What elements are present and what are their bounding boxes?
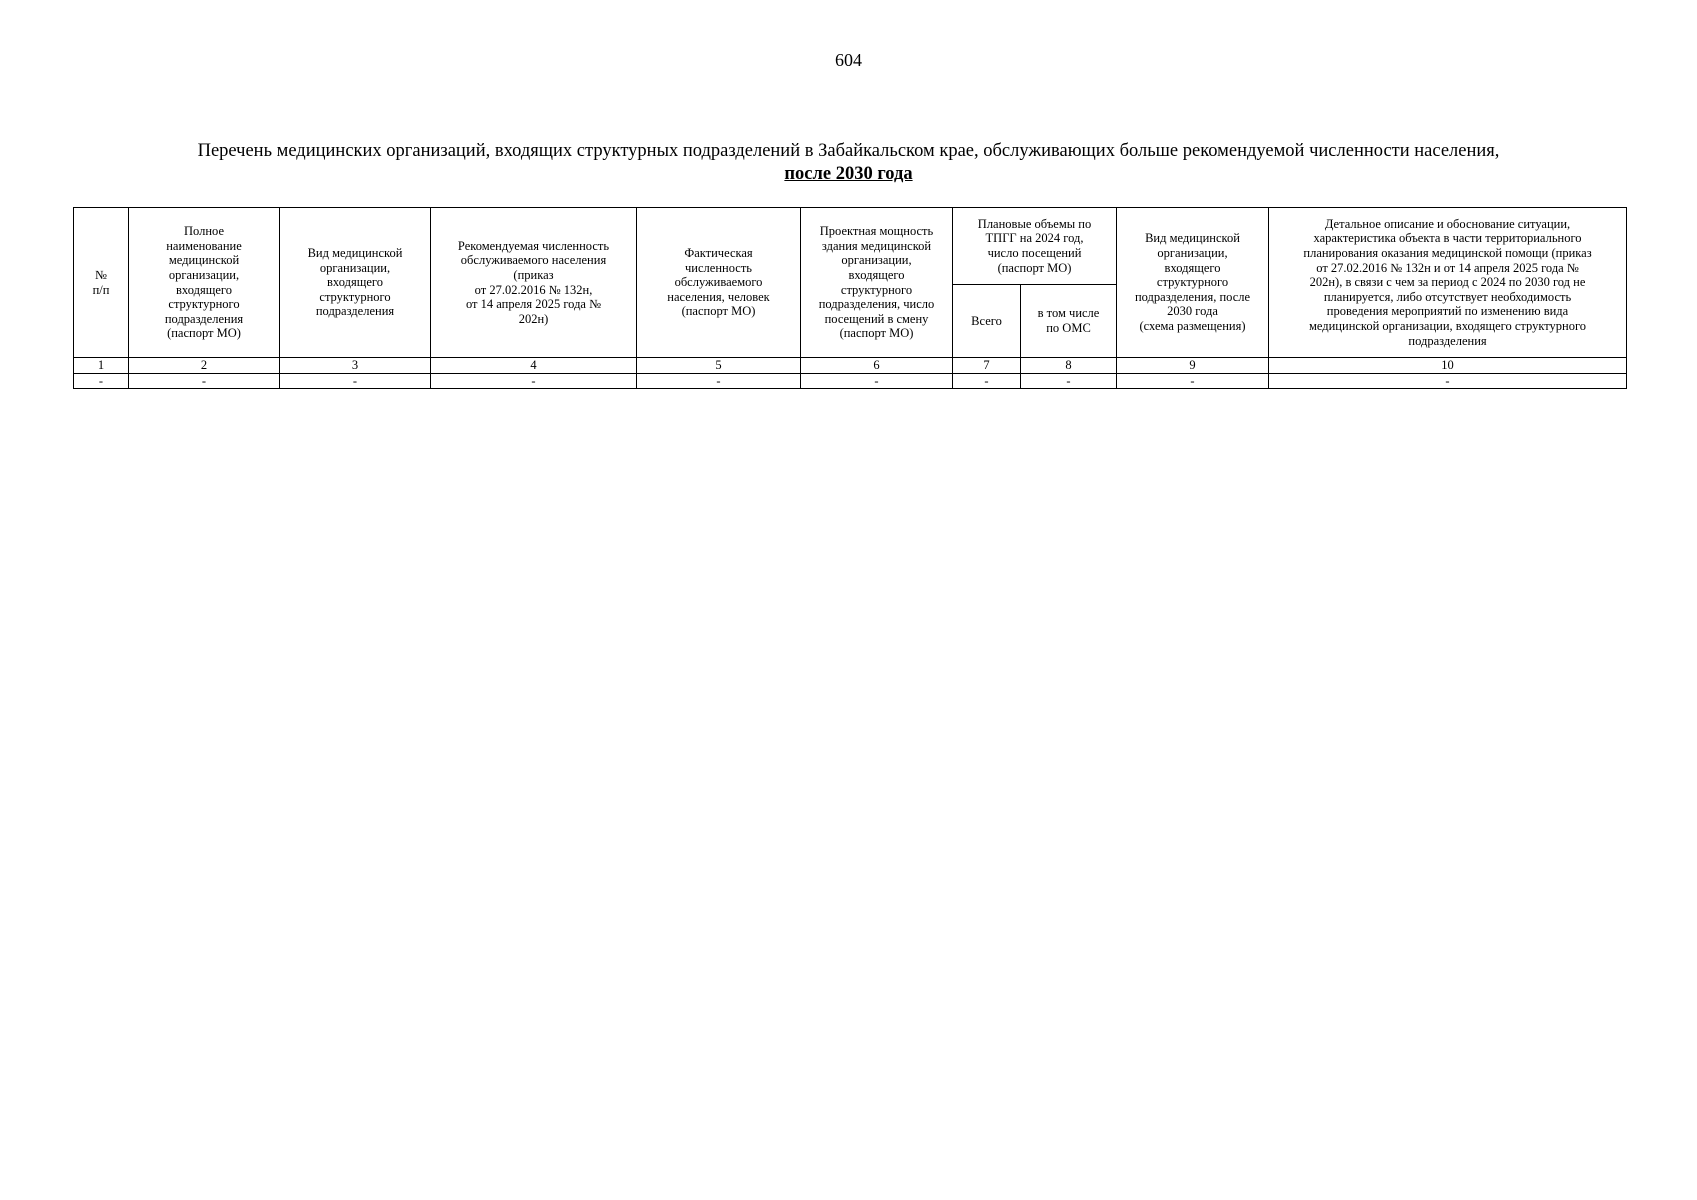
document-title-line: Перечень медицинских организаций, входящих структурных подразделений в Забайкальском крае, обслуживающих больше рекомендуемой численности населения, (197, 141, 1500, 161)
table-cell: - (280, 373, 431, 389)
table-cell: - (1117, 373, 1269, 389)
header-actual-population: Фактическая численность обслуживаемого населения, человек (паспорт МО) (637, 208, 801, 358)
table-cell: - (1021, 373, 1117, 389)
organizations-table (73, 207, 1627, 389)
header-design-capacity: Проектная мощность здания медицинской организации, входящего структурного подразделения, число посещений в смену (паспорт МО) (801, 208, 953, 358)
header-recommended-population: Рекомендуемая численность обслуживаемого населения (приказ от 27.02.2016 № 132н, от 14 апреля 2025 года № 202н) (431, 208, 637, 358)
page-number: 604 (835, 50, 862, 70)
column-number: 4 (431, 358, 637, 374)
header-type-after-2030: Вид медицинской организации, входящего структурного подразделения, после 2030 года (схема размещения) (1117, 208, 1269, 358)
column-number: 3 (280, 358, 431, 374)
column-number: 5 (637, 358, 801, 374)
header-number: № п/п (74, 208, 129, 358)
document-title (60, 140, 1637, 186)
column-number: 9 (1117, 358, 1269, 374)
table-cell: - (1269, 373, 1627, 389)
table-cell: - (953, 373, 1021, 389)
table-cell: - (74, 373, 129, 389)
header-oms: в том числе по ОМС (1021, 285, 1117, 358)
header-total: Всего (953, 285, 1021, 358)
document-subtitle: после 2030 года (784, 164, 913, 184)
column-number: 1 (74, 358, 129, 374)
table-cell: - (129, 373, 280, 389)
table-cell: - (431, 373, 637, 389)
table-row (74, 373, 1627, 389)
column-number: 2 (129, 358, 280, 374)
column-number: 6 (801, 358, 953, 374)
table-header-row (74, 208, 1627, 285)
column-number: 10 (1269, 358, 1627, 374)
header-full-name: Полное наименование медицинской организации, входящего структурного подразделения (паспорт МО) (129, 208, 280, 358)
header-description: Детальное описание и обоснование ситуации, характеристика объекта в части территориального планирования оказания медицинской помощи (приказ от 27.02.2016 № 132н и от 14 апреля 2025 года № 202н), в связи с чем за период с 2024 по 2030 год не планируется, либо отсутствует необходимость проведения мероприятий по изменению вида медицинской организации, входящего структурного подразделения (1269, 208, 1627, 358)
column-numbers-row (74, 358, 1627, 374)
header-planned-volumes: Плановые объемы по ТПГГ на 2024 год, число посещений (паспорт МО) (953, 208, 1117, 285)
table-cell: - (637, 373, 801, 389)
header-organization-type: Вид медицинской организации, входящего структурного подразделения (280, 208, 431, 358)
column-number: 7 (953, 358, 1021, 374)
column-number: 8 (1021, 358, 1117, 374)
table-cell: - (801, 373, 953, 389)
